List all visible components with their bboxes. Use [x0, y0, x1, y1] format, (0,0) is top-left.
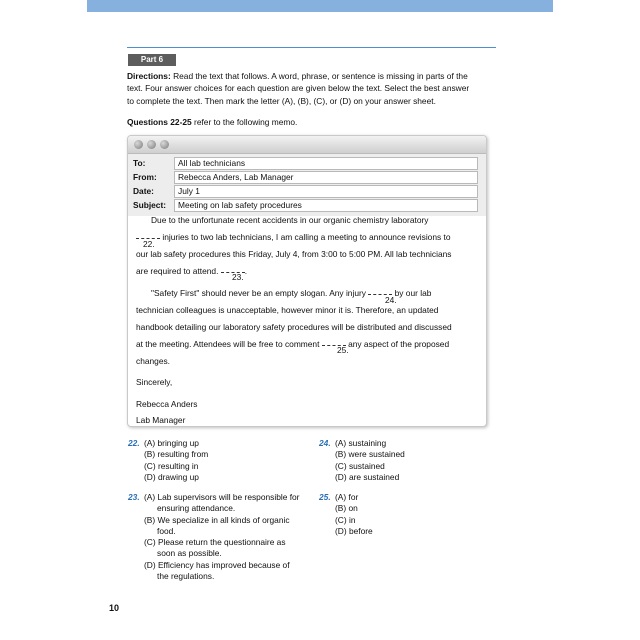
memo-window [127, 135, 487, 427]
signer-title: Lab Manager [136, 415, 186, 425]
answer-option-cont: ensuring attendance. [157, 503, 236, 514]
blank-24 [368, 288, 392, 295]
memo-header [128, 154, 486, 216]
directions [127, 70, 497, 107]
date-label: Date: [133, 186, 154, 196]
answer-option[interactable]: (B) We specialize in all kinds of organic [144, 514, 290, 525]
memo-line-text: injuries to two lab technicians, I am calling a meeting to announce revisions to [160, 232, 451, 242]
answer-option[interactable]: (D) Efficiency has improved because of [144, 559, 290, 570]
answer-option[interactable]: (C) resulting in [144, 460, 199, 471]
signer-name: Rebecca Anders [136, 399, 198, 409]
directions-line-1: Read the text that follows. A word, phrase, or sentence is missing in parts of the [170, 71, 468, 81]
question-number: 24. [319, 438, 331, 448]
directions-label: Directions: [127, 71, 171, 81]
part-badge: Part 6 [128, 54, 176, 66]
window-button-dot-icon [160, 140, 169, 149]
memo-line-text: "Safety First" should never be an empty slogan. Any injury [151, 288, 369, 298]
memo-line: changes. [136, 356, 170, 366]
blank-number-25: 25. [337, 345, 349, 355]
question-number: 23. [128, 492, 140, 502]
questions-reference [127, 117, 297, 127]
memo-line: our lab safety procedures this Friday, July 4, from 3:00 to 5:00 PM. All lab technicians [136, 249, 452, 259]
memo-subject-row [133, 198, 478, 212]
to-label: To: [133, 158, 146, 168]
memo-line-text: by our lab [392, 288, 432, 298]
blank-number-22: 22. [143, 239, 155, 249]
memo-to-row [133, 156, 478, 170]
to-field: All lab technicians [174, 157, 478, 170]
memo-line: handbook detailing our laboratory safety procedures will be distributed and discussed [136, 322, 452, 332]
memo-line: Due to the unfortunate recent accidents in our organic chemistry laboratory [151, 215, 429, 225]
answer-option-cont: soon as possible. [157, 548, 222, 559]
memo-line-text: . [244, 266, 248, 276]
top-color-bar [87, 0, 553, 12]
answer-option[interactable]: (A) sustaining [335, 438, 387, 448]
blank-number-23: 23. [232, 272, 244, 282]
answer-option[interactable]: (B) on [335, 503, 358, 514]
memo-line-text: at the meeting. Attendees will be free to comment [136, 339, 322, 349]
subject-field: Meeting on lab safety procedures [174, 199, 478, 212]
answer-option-cont: the regulations. [157, 571, 215, 582]
answer-option-cont: food. [157, 525, 176, 536]
memo-line [136, 232, 451, 242]
memo-from-row [133, 170, 478, 184]
answer-option[interactable]: (A) Lab supervisors will be responsible for [144, 492, 300, 502]
answer-option[interactable]: (A) bringing up [144, 438, 199, 448]
date-field: July 1 [174, 185, 478, 198]
directions-line-2: text. Four answer choices for each question are given below the text. Select the best answer [127, 83, 470, 94]
answer-option[interactable]: (B) were sustained [335, 449, 405, 460]
blank-22 [136, 232, 160, 239]
from-field: Rebecca Anders, Lab Manager [174, 171, 478, 184]
from-label: From: [133, 172, 157, 182]
memo-line-text: any aspect of the proposed [345, 339, 450, 349]
memo-line-text: are required to attend. [136, 266, 221, 276]
questions-ref-text: refer to the following memo. [191, 117, 298, 127]
memo-closing: Sincerely, [136, 377, 173, 387]
question-number: 25. [319, 492, 331, 502]
memo-titlebar [128, 136, 486, 154]
subject-label: Subject: [133, 200, 167, 210]
answer-option[interactable]: (B) resulting from [144, 449, 209, 460]
blank-number-24: 24. [385, 295, 397, 305]
answer-option[interactable]: (C) sustained [335, 460, 385, 471]
memo-line [136, 266, 247, 276]
section-rule [127, 47, 496, 48]
memo-line: technician colleagues is unacceptable, however minor it is. Therefore, an updated [136, 305, 439, 315]
question-number: 22. [128, 438, 140, 448]
answer-option[interactable]: (C) in [335, 514, 356, 525]
page-number: 10 [109, 603, 120, 613]
window-button-dot-icon [147, 140, 156, 149]
answer-option[interactable]: (D) drawing up [144, 471, 199, 482]
memo-line [136, 339, 449, 349]
answer-option[interactable]: (C) Please return the questionnaire as [144, 537, 286, 548]
questions-range: Questions 22-25 [127, 117, 192, 127]
answer-option[interactable]: (D) before [335, 525, 373, 536]
memo-date-row [133, 184, 478, 198]
directions-line-3: to complete the text. Then mark the letter (A), (B), (C), or (D) on your answer sheet. [127, 95, 436, 106]
answer-option[interactable]: (D) are sustained [335, 471, 400, 482]
window-button-dot-icon [134, 140, 143, 149]
answer-option[interactable]: (A) for [335, 492, 359, 502]
